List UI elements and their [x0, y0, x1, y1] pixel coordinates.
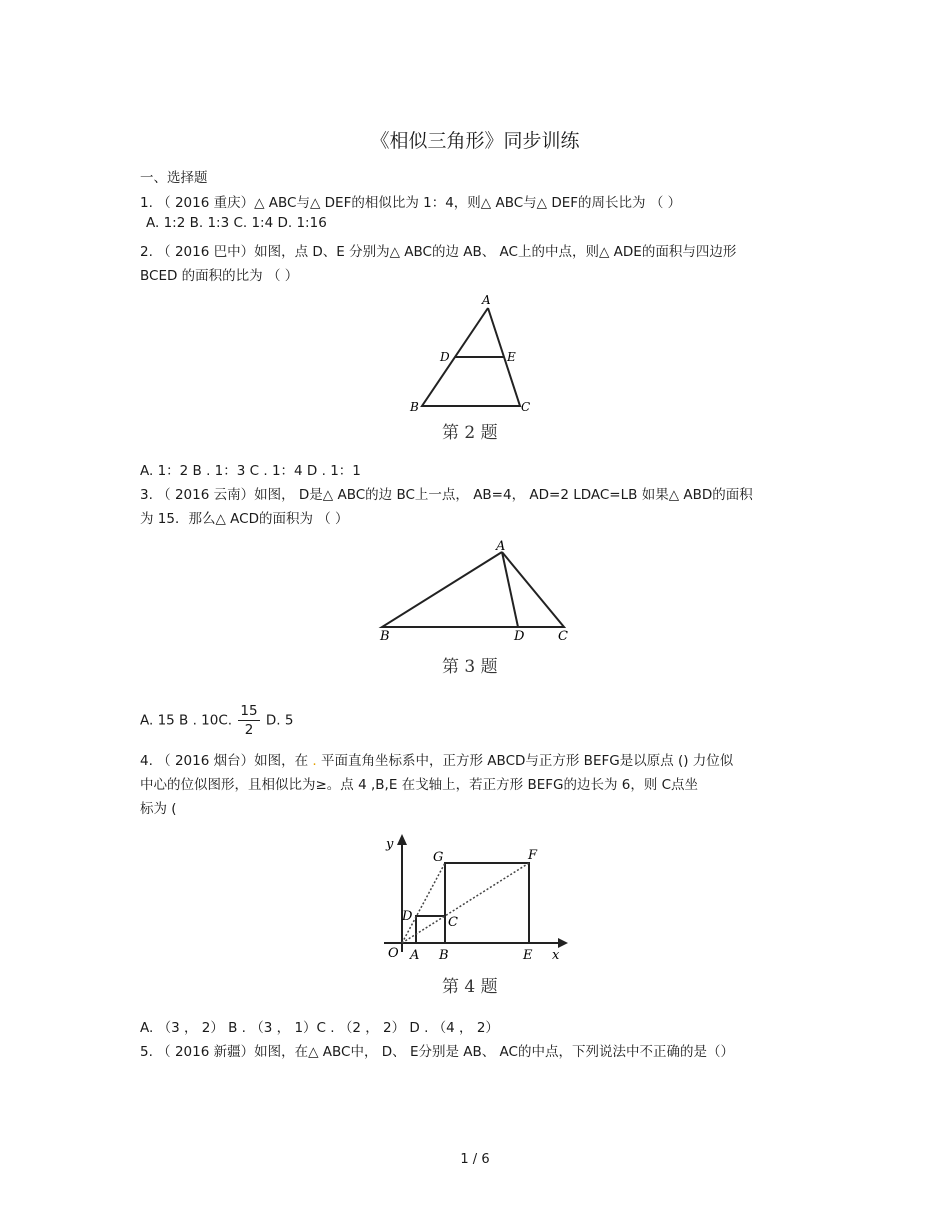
- figure-3-label-d: D: [514, 629, 525, 644]
- figure-4: [378, 826, 578, 1001]
- orange-dot-mark: .: [312, 753, 317, 769]
- question-1-text: 1. （ 2016 重庆）△ ABC与△ DEF的相似比为 1：4，则△ ABC与△ DEF的周长比为 （ ）: [140, 195, 682, 211]
- figure-3-caption: 第 3 题: [442, 657, 498, 677]
- figure-4-label-x: x: [552, 948, 560, 963]
- question-3-options-ac: A. 15 B . 10C.: [140, 712, 233, 729]
- question-3-options: [140, 702, 293, 739]
- figure-4-square-abcd: [416, 916, 445, 943]
- figure-4-label-g: G: [433, 850, 444, 865]
- figure-4-label-d: D: [402, 909, 413, 924]
- question-5-text: 5. （ 2016 新疆）如图，在△ ABC中， D、 E分别是 AB、 AC的中点，下列说法中不正确的是（）: [140, 1044, 734, 1060]
- page-title: 《相似三角形》同步训练: [370, 130, 580, 152]
- question-4-options: A. （3 ， 2） B . （3 ， 1）C . （2 ， 2） D . （4 ， 2）: [140, 1020, 499, 1036]
- figure-3-segment-ad: [502, 552, 518, 627]
- question-4-line-3: 标为 (: [140, 801, 177, 817]
- question-4-line-1-end: 平面直角坐标系中，正方形 ABCD与正方形 BEFG是以原点 () 力位似: [321, 753, 734, 769]
- figure-4-label-c: C: [448, 915, 458, 930]
- figure-2-label-b: B: [410, 400, 419, 414]
- question-1-options: A. 1:2 B. 1:3 C. 1:4 D. 1:16: [146, 215, 327, 231]
- figure-4-x-arrow: [558, 938, 568, 948]
- figure-3-label-c: C: [558, 629, 568, 644]
- figure-4-label-b: B: [439, 948, 449, 963]
- question-2-line-1: 2. （ 2016 巴中）如图，点 D、E 分别为△ ABC的边 AB、 AC上的中点，则△ ADE的面积与四边形: [140, 244, 737, 260]
- figure-2-label-c: C: [521, 400, 531, 414]
- question-4-line-1: [140, 749, 733, 769]
- figure-4-label-o: O: [388, 946, 399, 961]
- question-3-line-2: 为 15．那么△ ACD的面积为 （ ）: [140, 511, 349, 527]
- fraction-denominator: 2: [244, 722, 254, 738]
- question-2-line-2: BCED 的面积的比为 （ ）: [140, 268, 299, 284]
- figure-3-label-a: A: [496, 539, 506, 554]
- fraction-15-over-2: [238, 702, 259, 739]
- question-4-line-2: 中心的位似图形，且相似比为≥。点 4 ,B,E 在戈轴上，若正方形 BEFG的边长为 6，则 C点坐: [140, 777, 699, 793]
- section-heading: 一、选择题: [140, 170, 208, 186]
- figure-4-caption: 第 4 题: [442, 977, 498, 997]
- figure-3-label-b: B: [380, 629, 390, 644]
- figure-2-label-e: E: [507, 350, 516, 364]
- figure-4-square-bfeg: [445, 863, 529, 943]
- question-2-options: A. 1：2 B . 1：3 C . 1：4 D . 1：1: [140, 463, 361, 479]
- figure-4-label-a: A: [410, 948, 420, 963]
- fraction-numerator: 15: [240, 703, 258, 719]
- question-3-line-1: 3. （ 2016 云南）如图， D是△ ABC的边 BC上一点， AB=4， AD=2 LDAC=LB 如果△ ABD的面积: [140, 487, 753, 503]
- figure-4-label-e: E: [523, 948, 533, 963]
- page-number: 1 / 6: [460, 1152, 490, 1167]
- figure-4-dotted-og: [402, 863, 445, 943]
- figure-3-triangle: [382, 552, 564, 627]
- figure-4-label-f: F: [528, 848, 538, 863]
- figure-4-label-y: y: [386, 837, 394, 852]
- figure-2: [400, 290, 550, 450]
- question-3-options-d: D. 5: [265, 712, 294, 729]
- figure-2-caption: 第 2 题: [442, 423, 498, 443]
- figure-3: [370, 538, 590, 688]
- question-4-line-1-start: 4. （ 2016 烟台）如图，在: [140, 753, 309, 769]
- figure-2-label-a: A: [482, 293, 491, 307]
- figure-4-y-arrow: [397, 834, 407, 845]
- figure-2-label-d: D: [440, 350, 450, 364]
- figure-4-dotted-of: [402, 863, 529, 943]
